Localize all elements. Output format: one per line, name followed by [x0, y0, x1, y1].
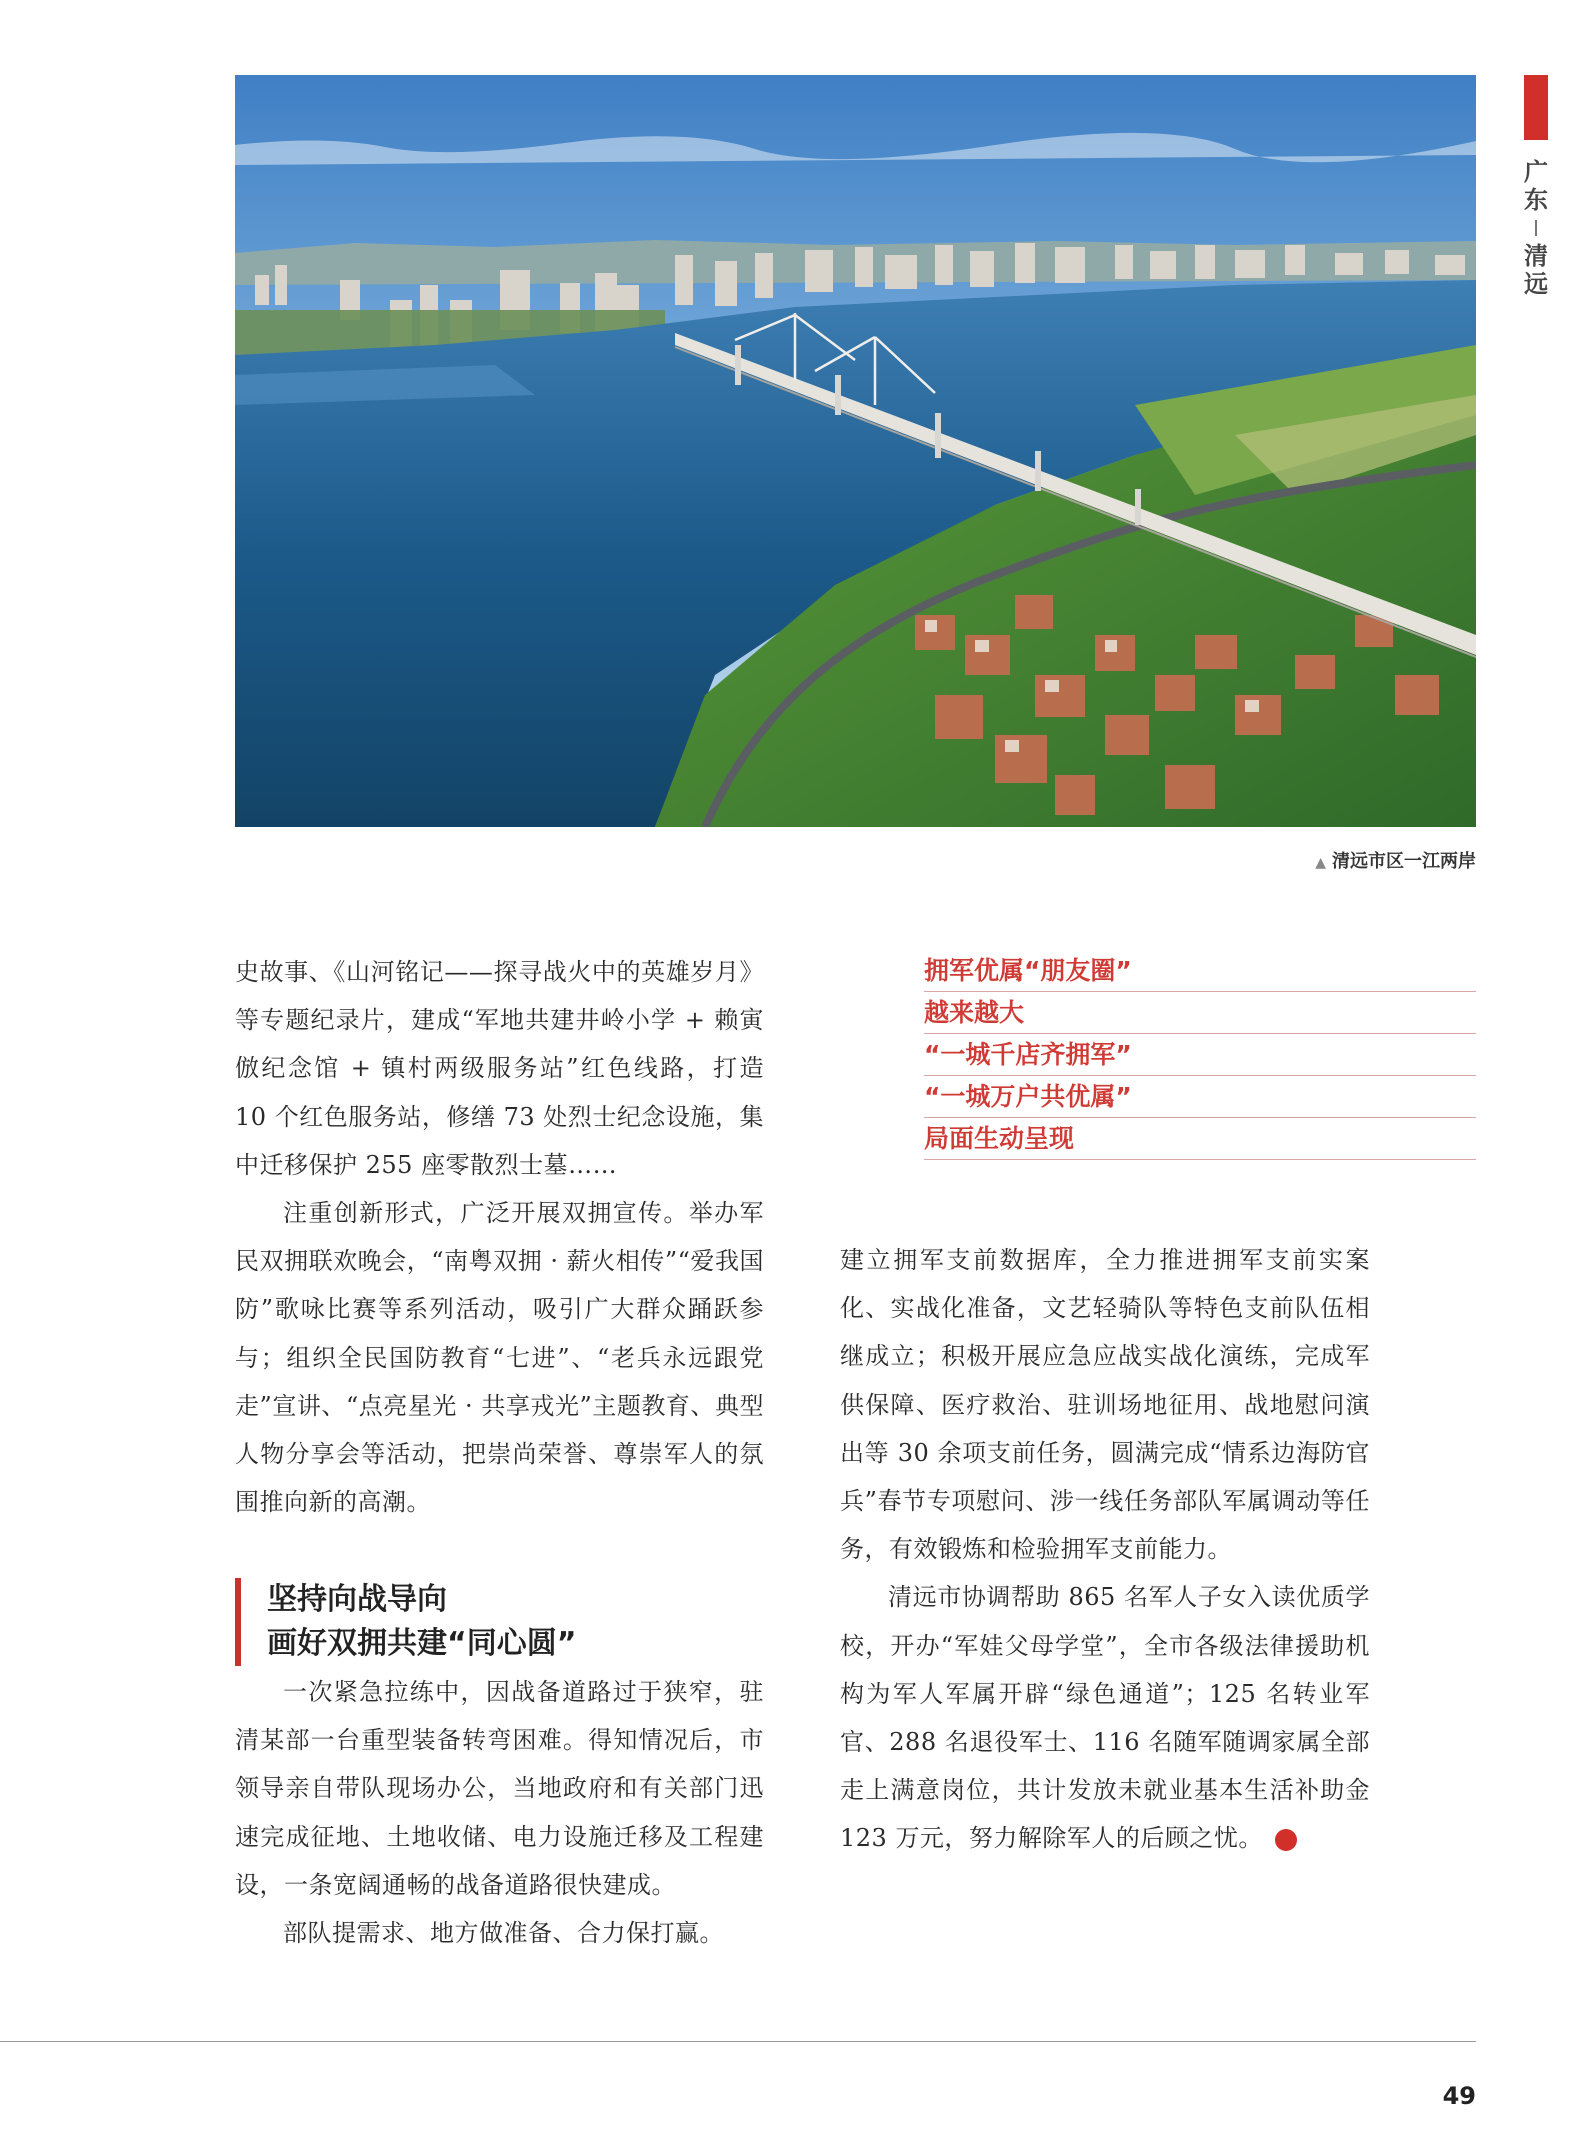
pull-quote-line: 越来越大: [924, 992, 1476, 1034]
pull-quote-line: 拥军优属“朋友圈”: [924, 950, 1476, 992]
pull-quote-line: “一城千店齐拥军”: [924, 1034, 1476, 1076]
region-separator: [1535, 220, 1537, 236]
paragraph: [840, 1573, 1370, 1862]
left-column-bottom: [235, 1668, 764, 1957]
right-column: [840, 1236, 1370, 1863]
photo-illustration: [235, 75, 1476, 827]
paragraph: 史故事、《山河铭记——探寻战火中的英雄岁月》等专题纪录片，建成“军地共建井岭小学 + 赖寅倣纪念馆 + 镇村两级服务站”红色线路，打造 10 个红色服务站，修缮 73 处烈士纪念设施，集中迁移保护 255 座零散烈士墓……: [235, 958, 764, 1179]
paragraph: 建立拥军支前数据库，全力推进拥军支前实案化、实战化准备，文艺轻骑队等特色支前队伍相继成立；积极开展应急应战实战化演练，完成军供保障、医疗救治、驻训场地征用、战地慰问演出等 30 余项支前任务，圆满完成“情系边海防官兵”春节专项慰问、涉一线任务部队军属调动等任务，有效锻炼和检验拥军支前能力。: [840, 1246, 1370, 1564]
photo-caption: [1315, 847, 1476, 873]
left-column-top: [235, 948, 764, 1526]
pull-quote-line: 局面生动呈现: [924, 1118, 1476, 1160]
section-region-label: [1521, 158, 1551, 298]
paragraph: 注重创新形式，广泛开展双拥宣传。举办军民双拥联欢晚会，“南粤双拥 · 薪火相传”“爱我国防”歌咏比赛等系列活动，吸引广大群众踊跃参与；组织全民国防教育“七进”、“老兵永远跟党走”宣讲、“点亮星光 · 共享戎光”主题教育、典型人物分享会等活动，把崇尚荣誉、尊崇军人的氛围推向新的高潮。: [235, 1199, 764, 1517]
section-color-tab: [1524, 75, 1548, 140]
section-heading: [235, 1578, 576, 1666]
qingyuan-aerial-photo: [235, 75, 1476, 827]
paragraph-text: 清远市协调帮助 865 名军人子女入读优质学校，开办“军娃父母学堂”，全市各级法律援助机构为军人军属开辟“绿色通道”；125 名转业军官、288 名退役军士、116 名随军随调家属全部走上满意岗位，共计发放未就业基本生活补助金 123 万元，努力解除军人的后顾之忧。: [840, 1583, 1370, 1853]
caption-text: 清远市区一江两岸: [1332, 851, 1476, 872]
pull-quote-line: “一城万户共优属”: [924, 1076, 1476, 1118]
caption-triangle-icon: ▲: [1315, 855, 1326, 871]
paragraph: 一次紧急拉练中，因战备道路过于狭窄，驻清某部一台重型装备转弯困难。得知情况后，市领导亲自带队现场办公，当地政府和有关部门迅速完成征地、土地收储、电力设施迁移及工程建设，一条宽阔通畅的战备道路很快建成。: [235, 1678, 764, 1899]
footer-rule: [0, 2041, 1476, 2042]
region-guangdong: 广东: [1524, 158, 1548, 214]
region-qingyuan: 清远: [1524, 242, 1548, 298]
paragraph: 部队提需求、地方做准备、合力保打赢。: [283, 1919, 724, 1948]
section-heading-line: 画好双拥共建“同心圆”: [267, 1626, 577, 1661]
article-end-icon: N: [1275, 1829, 1297, 1851]
pull-quote: [924, 950, 1476, 1160]
page-number: 49: [1442, 2082, 1476, 2110]
section-heading-line: 坚持向战导向: [267, 1582, 447, 1617]
